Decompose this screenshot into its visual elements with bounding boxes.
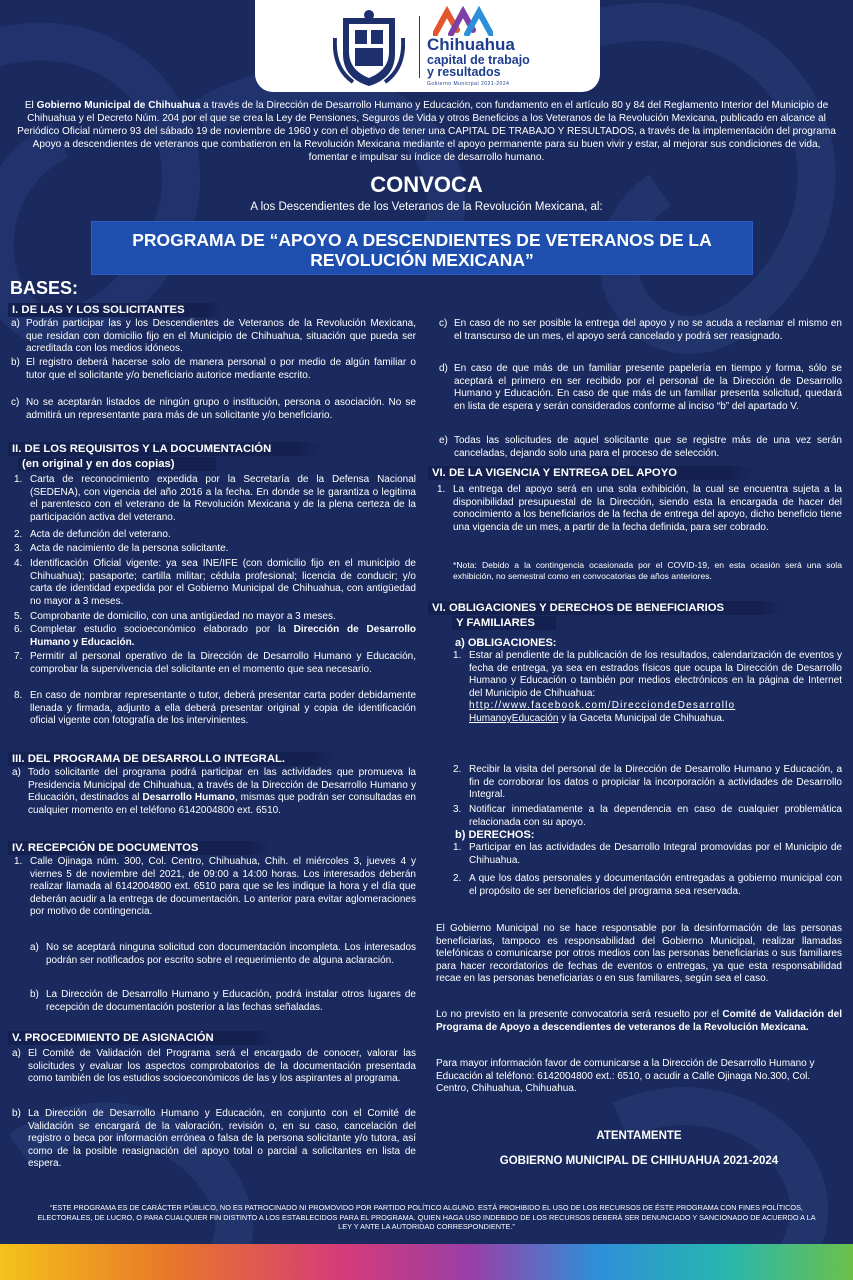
list-item: e) Todas las solicitudes de aquel solicitante que se registre más de una vez serán canceladas, dejando solo una para el proceso de selección. <box>439 435 842 459</box>
brand-mountains-icon <box>433 6 493 36</box>
list-item: 4. Identificación Oficial vigente: ya sea INE/IFE (con domicilio fijo en el municipio de Chihuahua); pasaporte; cartilla militar; cédula profesional; licencia de conducir; y/o carta de identidad expedida por el Gobierno Municipal de Chihuahua, con antigüedad no mayor a 3 meses. <box>14 558 416 607</box>
convoca-subtitle: A los Descendientes de los Veteranos de la Revolución Mexicana, al: <box>250 201 603 213</box>
list-item: c) En caso de no ser posible la entrega del apoyo y no se acuda a reclamar el mismo en el transcurso de un mes, el apoyo será cancelado y podrá ser reasignado. <box>439 318 842 342</box>
derechos-heading: b) DERECHOS: <box>455 829 535 841</box>
list-item: b) La Dirección de Desarrollo Humano y Educación, en conjunto con el Comité de Validación se encargará de la valoración, revisión o, en su caso, cancelación del registro o beca por información errónea o falsa de la persona solicitante y/o tutora, así como de la posible reasignación del apoyo total o parcial a solicitantes en lista de espera. <box>12 1108 416 1170</box>
program-title-box <box>92 222 752 274</box>
section-4-heading: IV. RECEPCIÓN DE DOCUMENTOS <box>8 841 270 855</box>
closing-paragraph-1: El Gobierno Municipal no se hace responsable por la desinformación de las personas beneficiarias, tampoco es responsabilidad del Gobierno Municipal, realizar llamadas telefónicas o comunicarse por otros medios con las personas beneficiarias o sus familiares para hacer recordatorios de fechas de eventos o entregas, ya que esta responsabilidad recae en las personas beneficiarias o en sus familiares, según sea el caso. <box>436 923 842 985</box>
brand-city: Chihuahua <box>427 35 515 54</box>
rainbow-footer-band <box>0 1244 853 1280</box>
intro-paragraph: El Gobierno Municipal de Chihuahua a través de la Dirección de Desarrollo Humano y Educación, con fundamento en el artículo 80 y 84 del Reglamento Interior del Municipio de Chihuahua y el Decreto Núm. 204 por el que se crea la Ley de Pensiones, Seguros de Vida y otros Beneficios a los Veteranos de la Revolución Mexicana, publicado en alcance al Periódico Oficial número 93 del sábado 19 de noviembre de 1960 y con el objetivo de tener una CAPITAL DE TRABAJO Y RESULTADOS, a través de la implementación del programa Apoyo a descendientes de veteranos que combatieron en la Revolución Mexicana mediante el apoyo permanente para su buen vivir y estar, al mejorar sus condiciones de vida, fomentar e impulsar su índice de desarrollo humano. <box>17 100 836 163</box>
brand-tagline: capital de trabajo y resultados <box>427 53 530 79</box>
list-item: 1. Carta de reconocimiento expedida por la Secretaría de la Defensa Nacional (SEDENA), con vigencia del año 2016 a la fecha. En donde se le garantiza o legitima el parentesco con el veterano de la Revolución Mexicana y de la plena certeza de la participación activa del veterano. <box>14 474 416 523</box>
list-item: 2. Recibir la visita del personal de la Dirección de Desarrollo Humano y Educación, a fin de corroborar los datos o propiciar la incorporación a actividades de Desarrollo Integral. <box>453 764 842 801</box>
list-item: d) En caso de que más de un familiar presente papelería en tiempo y forma, sólo se aceptará el primero en ser recibido por el personal de la Dirección de Desarrollo Humano y Educación. En caso de que más de un familiar presenta solicitud, quedará en lista de espera y serán considerados conforme al inciso “b” del apartado V. <box>439 363 842 412</box>
list-item: 1. Calle Ojinaga núm. 300, Col. Centro, Chihuahua, Chih. el miércoles 3, jueves 4 y viernes 5 de noviembre del 2021, de 09:00 a 14:00 horas. Los interesados deberán realizar llamada al 6142004800 ext. 6510 para que se les indique la hora y el día que deberán acudir a la entrega de documentación. Lo anterior para evitar aglomeraciones por motivo de contingencia. <box>14 856 416 918</box>
bases-heading: BASES: <box>10 278 79 298</box>
list-item: a) El Comité de Validación del Programa será el encargado de conocer, valorar las solicitudes y evaluar los aspectos comprobatorios de la documentación presentada como también de los estudios socioeconómicos de las y los aspirantes al programa. <box>12 1048 416 1085</box>
list-item: a) No se aceptará ninguna solicitud con documentación incompleta. Los interesados podrán ser notificados por escrito sobre el requerimiento de alguna aclaración. <box>30 942 416 966</box>
convoca-title: CONVOCA <box>370 172 483 197</box>
section-6-heading: VI. DE LA VIGENCIA Y ENTREGA DEL APOYO <box>428 466 754 480</box>
list-item: 6. Completar estudio socioeconómico elaborado por la Dirección de Desarrollo Humano y Educación. <box>14 624 416 648</box>
list-item: 2. Acta de defunción del veterano. <box>14 529 171 540</box>
list-item: b) El registro deberá hacerse solo de manera personal o por medio de algún familiar o tutor que el solicitante y/o beneficiario autorice mediante escrito. <box>11 357 416 381</box>
section-1-heading: I. DE LAS Y LOS SOLICITANTES <box>8 303 222 317</box>
list-item: 7. Permitir al personal operativo de la Dirección de Desarrollo Humano y Educación, comprobar la supervivencia del solicitante en el momento que sea necesario. <box>14 651 416 675</box>
obligaciones-heading: a) OBLIGACIONES: <box>455 637 557 649</box>
list-item: 5. Comprobante de domicilio, con una antigüedad no mayor a 3 meses. <box>14 611 336 622</box>
facebook-link[interactable]: http://www.facebook.com/DirecciondeDesarrollo <box>469 700 736 712</box>
list-item: 1. Participar en las actividades de Desarrollo Integral promovidas por el Municipio de Chihuahua. <box>453 842 842 866</box>
brand-footer: Gobierno Municipal 2021-2024 <box>427 81 510 87</box>
list-item: 1. Estar al pendiente de la publicación de los resultados, calendarización de eventos y fecha de entrega, ya sea en estrados físicos que ocupa la Dirección de Desarrollo Humano y Educación o también por medios electrónicos en la página de Internet del Municipio de Chihuahua: http://www.facebook.com/DirecciondeDesarrollo HumanoyEducación y la Gaceta Municipal de Chihuahua. <box>453 650 842 724</box>
list-item: a) Podrán participar las y los Descendientes de Veteranos de la Revolución Mexicana, que residan con domicilio fijo en el Municipio de Chihuahua, situación que pueda ser acreditada con los medios idóneos. <box>11 318 416 355</box>
logo-divider <box>419 16 420 78</box>
section-7-heading: VI. OBLIGACIONES Y DERECHOS DE BENEFICIARIOS <box>428 601 788 615</box>
list-item: 8. En caso de nombrar representante o tutor, deberá presentar carta poder debidamente llenada y firmada, adjunto a ella deberá presentar original y copia de identificación oficial vigente con fotografía de los intervinientes. <box>14 690 416 727</box>
list-item: c) No se aceptarán listados de ningún grupo o institución, persona o asociación. No se admitirá un representante para más de un solicitante y/o beneficiario. <box>11 397 416 421</box>
section-2-subtitle: (en original y en dos copias) <box>18 457 216 471</box>
list-item: a) Todo solicitante del programa podrá participar en las actividades que promueva la Presidencia Municipal de Chihuahua, a través de la Dirección de Desarrollo Humano y Educación, destinados al Desarrollo Humano, mismas que podrán ser consultadas en cualquier momento en el teléfono 6142004800 ext. 6510. <box>12 767 416 816</box>
section-7-heading-2: Y FAMILIARES <box>452 616 556 630</box>
municipal-crest-icon <box>333 8 405 88</box>
covid-note: *Nota: Debido a la contingencia ocasionada por el COVID-19, en esta ocasión será una sola exhibición, no semestral como en convocatorias de años anteriores. <box>453 560 842 581</box>
logo-header <box>255 0 600 92</box>
list-item: 1. La entrega del apoyo será en una sola exhibición, la cual se encuentra sujeta a la disponibilidad presupuestal de la Dirección, siendo esta la encargada de hacer del conocimiento a los beneficiarios de la fecha de entrega del apoyo, dicho beneficio tiene una vigencia de un mes, a partir de la fecha definida, para ser cobrado. <box>437 484 842 533</box>
closing-paragraph-2: Lo no previsto en la presente convocatoria será resuelto por el Comité de Validación del Programa de Apoyo a descendientes de veteranos de la Revolución Mexicana. <box>436 1009 843 1033</box>
list-item: b) La Dirección de Desarrollo Humano y Educación, podrá instalar otros lugares de recepción de documentación posterior a las fechas señaladas. <box>30 989 416 1013</box>
section-5-heading: V. PROCEDIMIENTO DE ASIGNACIÓN <box>8 1031 274 1045</box>
program-title: PROGRAMA DE “APOYO A DESCENDIENTES DE VETERANOS DE LA REVOLUCIÓN MEXICANA” <box>132 230 712 270</box>
brand-logo <box>427 4 587 90</box>
list-item: 3. Notificar inmediatamente a la dependencia en caso de cualquier problemática relacionada con su apoyo. <box>453 804 842 828</box>
list-item: 3. Acta de nacimiento de la persona solicitante. <box>14 543 229 554</box>
signature-gobierno: GOBIERNO MUNICIPAL DE CHIHUAHUA 2021-2024 <box>499 1155 779 1167</box>
section-2-heading: II. DE LOS REQUISITOS Y LA DOCUMENTACIÓN <box>8 442 322 456</box>
section-3-heading: III. DEL PROGRAMA DE DESARROLLO INTEGRAL. <box>8 752 336 766</box>
closing-paragraph-3: Para mayor información favor de comunicarse a la Dirección de Desarrollo Humano y Educación al teléfono: 6142004800 ext.: 6510, o acudir a Calle Ojinaga No.300, Col. Centro, Chihuahua, Chihuahua. <box>436 1058 815 1095</box>
signature-atentamente: ATENTAMENTE <box>596 1130 682 1142</box>
list-item: 2. A que los datos personales y documentación entregadas a gobierno municipal con el propósito de ser beneficiarios del programa sea reservada. <box>453 873 842 897</box>
legal-disclaimer: “ESTE PROGRAMA ES DE CARÁCTER PÚBLICO, NO ES PATROCINADO NI PROMOVIDO POR PARTIDO POLÍTICO ALGUNO. ESTÁ PROHIBIDO EL USO DE LOS RECURSOS DE ÉSTE PROGRAMA CON FINES POLÍTICOS, ELECTORALES, DE LUCRO, O PARA CUALQUIER FIN DISTINTO A LOS ESTABLECIDOS PARA EL PROGRAMA. QUIEN HAGA USO INDEBIDO DE LOS RECURSOS DEBERÁ SER DENUNCIADO Y SANCIONADO DE ACUERDO A LA LEY Y ANTE LA AUTORIDAD CORRESPONDIENTE.” <box>37 1203 816 1231</box>
